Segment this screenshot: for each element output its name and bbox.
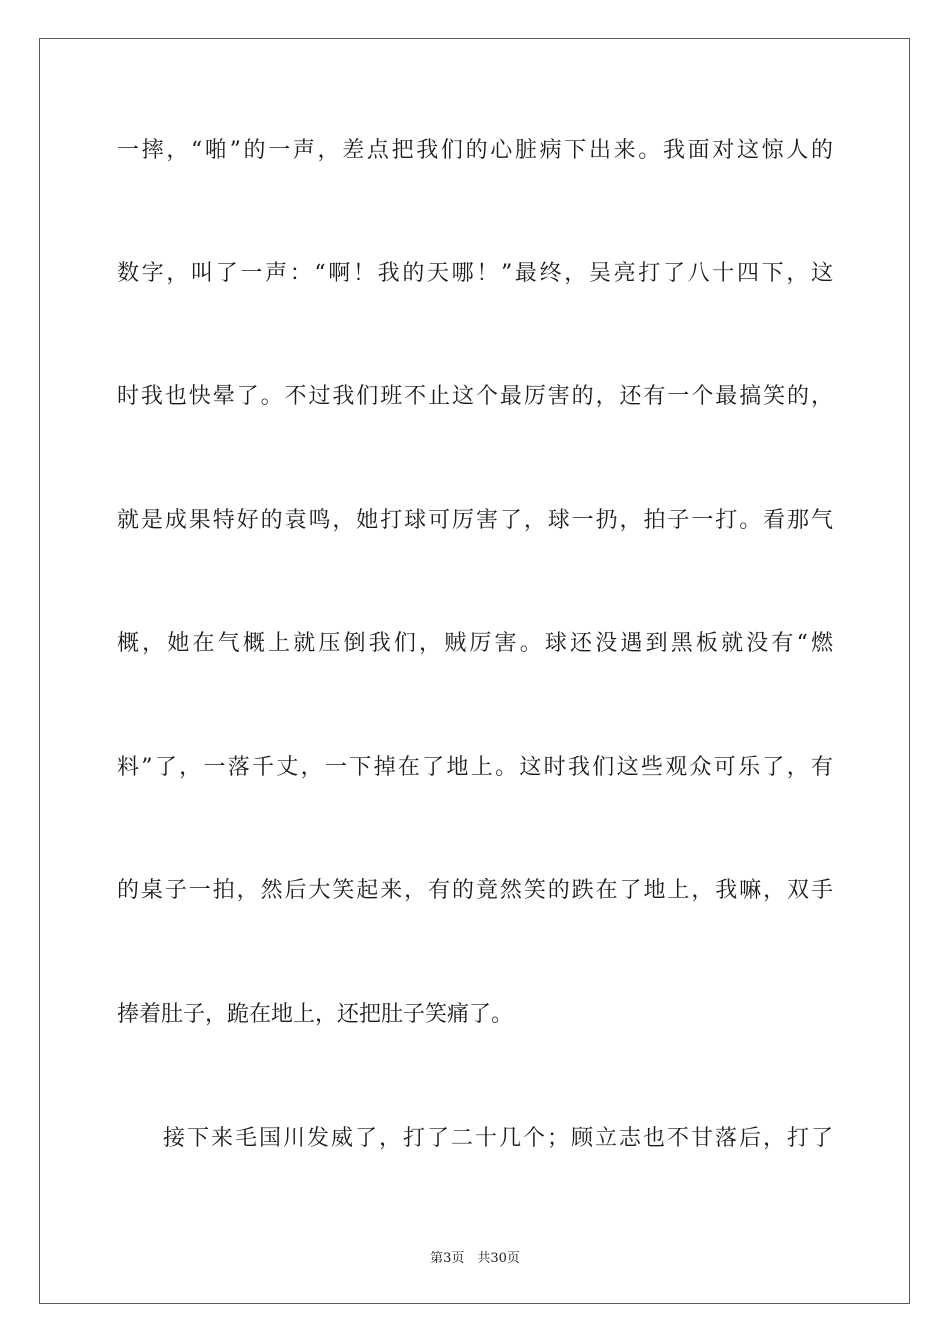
text-line-2: 数字，叫了一声：“啊！我的天哪！”最终，吴亮打了八十四下，这 xyxy=(117,261,833,286)
text-line-4: 就是成果特好的袁鸣，她打球可厉害了，球一扔，拍子一打。看那气 xyxy=(117,508,833,533)
text-line-8: 捧着肚子，跪在地上，还把肚子笑痛了。 xyxy=(117,1002,514,1027)
text-line-5: 概，她在气概上就压倒我们，贼厉害。球还没遇到黑板就没有“燃 xyxy=(117,631,833,656)
text-line-7: 的桌子一拍，然后大笑起来，有的竟然笑的跌在了地上，我嘛，双手 xyxy=(117,878,833,903)
page-border xyxy=(39,38,910,1304)
text-line-6: 料”了，一落千丈，一下掉在了地上。这时我们这些观众可乐了，有 xyxy=(117,755,833,780)
page-number-footer: 第3页 共30页 xyxy=(430,1251,520,1266)
text-line-3: 时我也快晕了。不过我们班不止这个最厉害的，还有一个最搞笑的， xyxy=(117,384,833,409)
text-line-1: 一摔，“啪”的一声，差点把我们的心脏病下出来。我面对这惊人的 xyxy=(117,138,833,163)
text-line-9: 接下来毛国川发威了，打了二十几个；顾立志也不甘落后，打了 xyxy=(163,1126,833,1151)
